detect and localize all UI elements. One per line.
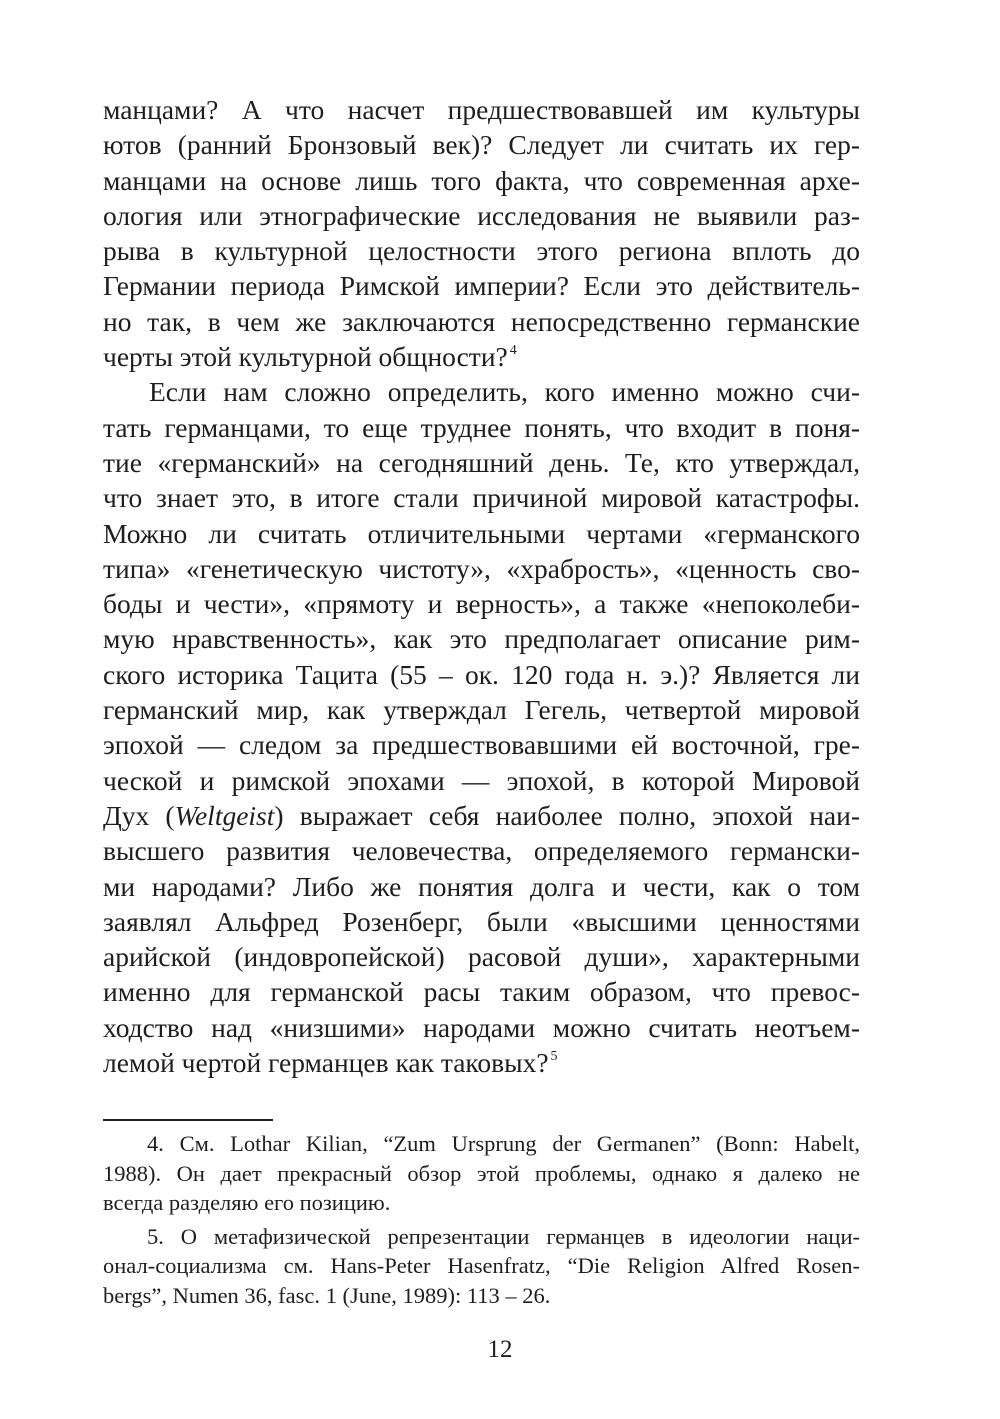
footnote-divider [103,1119,273,1121]
footnote-line: bergs”, Numen 36, fasc. 1 (June, 1989): 113 – 26. [103,1282,551,1308]
footnote-line: 5. О метафизической репрезентации германцев в идеологии наци- [147,1223,860,1249]
text-fragment: лемой чертой германцев как таковых? [103,1047,549,1079]
text-fragment: черты этой культурной общности? [103,341,508,373]
main-text [103,92,860,1080]
text-line: эпохой — следом за предшествовавшими ей восточной, гре- [103,729,860,761]
text-line: Если нам сложно определить, кого именно можно счи- [149,376,860,408]
footnote-reference: 4 [509,343,517,359]
text-line: ского историка Тацита (55 – ок. 120 года н. э.)? Является ли [103,658,860,690]
text-line: рыва в культурной целостности этого региона вплоть до [103,235,860,267]
text-line: Германии периода Римской империи? Если это действитель- [103,270,860,302]
text-line: германский мир, как утверждал Гегель, четвертой мировой [103,694,860,726]
text-line: ютов (ранний Бронзовый век)? Следует ли считать их гер- [103,129,860,161]
text-line: боды и чести», «прямоту и верность», а также «непоколеби- [103,588,860,620]
text-line [103,1045,860,1080]
text-line: манцами на основе лишь того факта, что современная архе- [103,164,860,196]
text-line: ческой и римской эпохами — эпохой, в которой Мировой [103,764,860,796]
footnote-line: всегда разделяю его позицию. [103,1190,391,1215]
text-line: заявлял Альфред Розенберг, были «высшими ценностями [103,905,860,937]
footnote-line: 1988). Он дает прекрасный обзор этой проблемы, однако я далеко не [103,1160,860,1186]
text-line: тать германцами, то еще труднее понять, что входит в поня- [103,411,860,443]
page-number: 12 [487,1336,513,1363]
paragraph [103,374,860,1080]
footnote-reference: 5 [550,1049,558,1065]
text-line: Можно ли считать отличительными чертами «германского [103,517,860,549]
text-line: именно для германской расы таким образом, что превос- [103,976,860,1008]
italic-term: Weltgeist [174,799,275,831]
footnote-5 [103,1222,860,1311]
paragraph [103,92,860,374]
text-line: тие «германский» на сегодняшний день. Те, кто утверждал, [103,446,860,478]
text-line: высшего развития человечества, определяемого германски- [103,835,860,867]
footnote-line: 4. См. Lothar Kilian, “Zum Ursprung der Germanen” (Bonn: Habelt, [147,1131,860,1156]
text-line: ходство над «низшими» народами можно считать неотъем- [103,1011,860,1043]
text-line: арийской (индовропейской) расовой души», характерными [103,941,860,973]
text-line: но так, в чем же заключаются непосредственно германские [103,305,860,337]
text-line: мую нравственность», как это предполагает описание рим- [103,623,860,655]
text-line: ми народами? Либо же понятия долга и чести, как о том [103,870,860,902]
footnote-4 [103,1129,860,1218]
footnote-line: онал-социализма см. Hans-Peter Hasenfratz, “Die Religion Alfred Rosen- [103,1253,860,1278]
footnotes [103,1129,860,1310]
text-line [103,339,860,374]
text-line: что знает это, в итоге стали причиной мировой катастрофы. [103,482,860,514]
text-line [103,798,860,833]
text-fragment: Дух ( [103,799,175,831]
text-fragment: ) выражает себя наиболее полно, эпохой наи- [274,799,860,831]
text-line: ология или этнографические исследования не выявили раз- [103,199,860,231]
text-line: типа» «генетическую чистоту», «храбрость», «ценность сво- [103,552,860,584]
text-line: манцами? А что насчет предшествовавшей им культуры [103,94,860,125]
